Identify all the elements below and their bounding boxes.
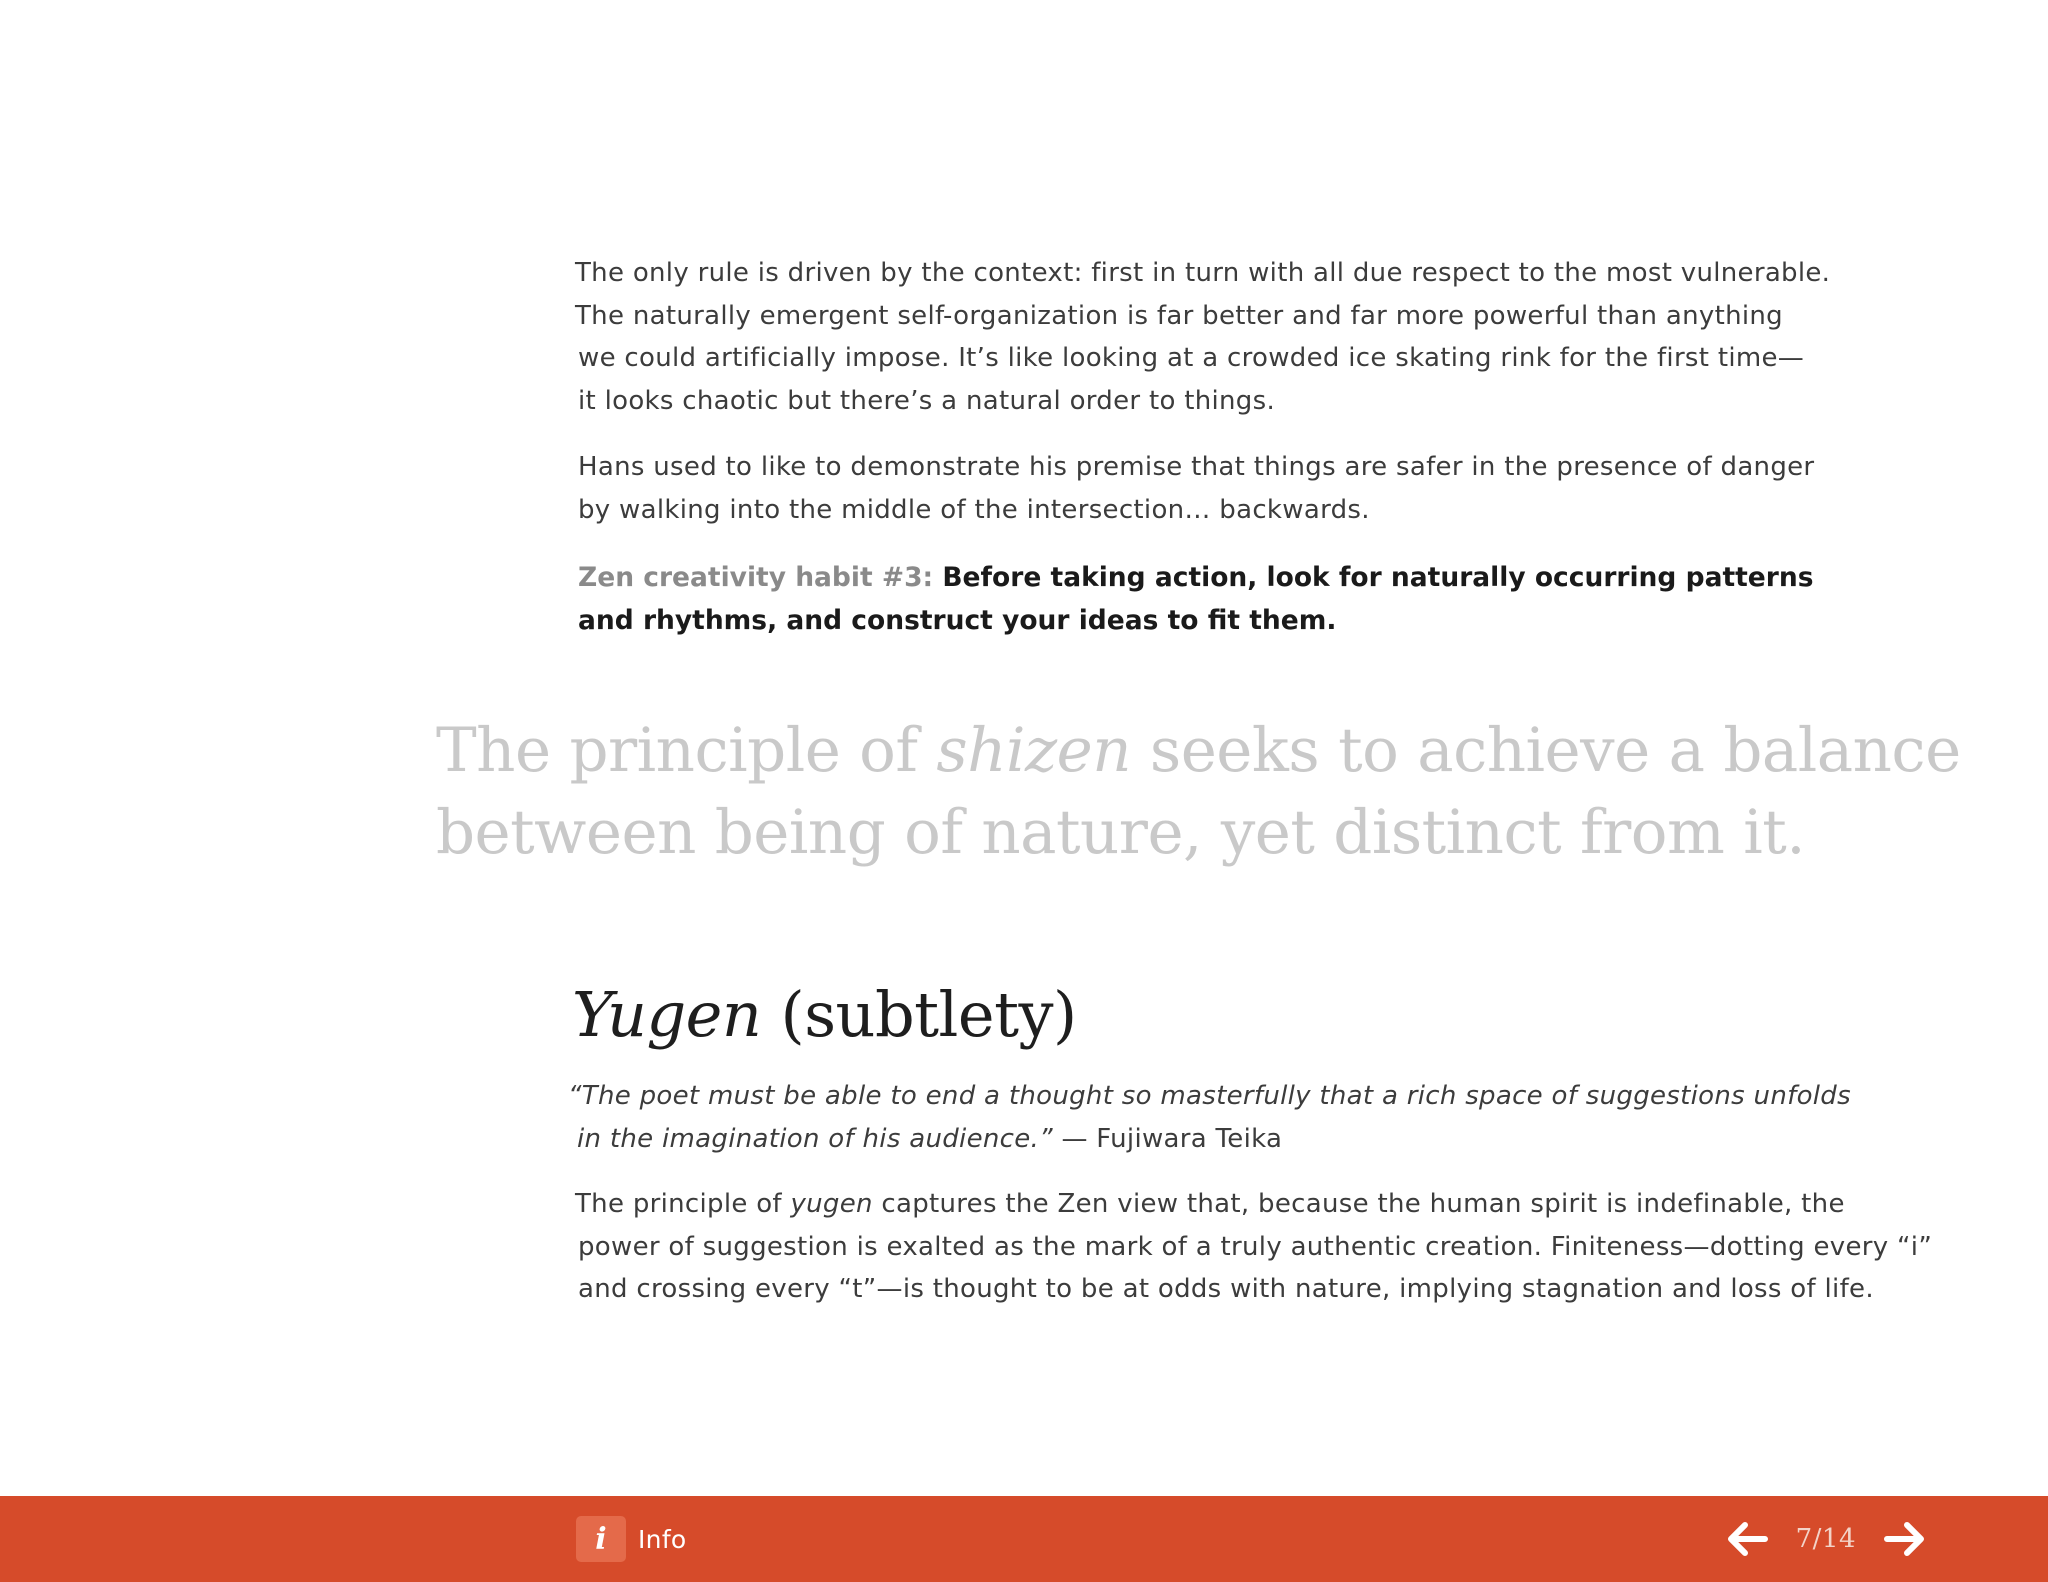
arrow-right-icon[interactable] [1883, 1519, 1927, 1559]
text-line: The only rule is driven by the context: first in turn with all due respect to the most vulnerable. [575, 258, 1831, 288]
creativity-habit [578, 556, 1813, 642]
text-line: power of suggestion is exalted as the mark of a truly authentic creation. Finiteness—dotting every “i” [578, 1231, 1933, 1262]
quote-attribution: — Fujiwara Teika [1052, 1124, 1283, 1154]
info-label[interactable]: Info [638, 1524, 687, 1554]
habit-text: Before taking action, look for naturally occurring patterns [942, 562, 1814, 593]
footer-bar [0, 1496, 2048, 1582]
pull-quote [436, 710, 1961, 874]
pull-quote-text: The principle of [436, 715, 937, 786]
info-button[interactable] [576, 1514, 687, 1564]
page-indicator: 7/14 [1795, 1524, 1856, 1554]
section-heading [572, 972, 1077, 1058]
quote-text: “The poet must be able to end a thought so masterfully that a rich space of suggestions unfolds [568, 1081, 1851, 1111]
text-line: captures the Zen view that, because the human spirit is indefinable, the [872, 1189, 1845, 1219]
previous-page-button[interactable] [1724, 1516, 1770, 1562]
section-heading-term: Yugen [572, 978, 762, 1051]
section-heading-translation: (subtlety) [761, 978, 1077, 1051]
paragraph-hans [578, 446, 1908, 531]
arrow-left-icon[interactable] [1725, 1519, 1769, 1559]
page-navigation [1724, 1514, 1928, 1564]
info-icon[interactable]: i [576, 1516, 626, 1562]
pull-quote-text: between being of nature, yet distinct from it. [436, 797, 1806, 868]
pull-quote-emphasis: shizen [936, 715, 1132, 786]
paragraph-yugen [575, 1183, 1933, 1311]
term-emphasis: yugen [790, 1189, 873, 1219]
text-line: by walking into the middle of the intersection… backwards. [578, 494, 1370, 525]
habit-text-continued: and rhythms, and construct your ideas to fit them. [578, 605, 1337, 636]
pull-quote-text: seeks to achieve a balance [1131, 715, 1961, 786]
text-line: we could artificially impose. It’s like looking at a crowded ice skating rink for the first time— [578, 343, 1805, 373]
text-line: it looks chaotic but there’s a natural order to things. [578, 385, 1276, 416]
text-line: The principle of [575, 1189, 791, 1219]
habit-label: Zen creativity habit #3: [578, 562, 934, 593]
text-line: Hans used to like to demonstrate his premise that things are safer in the presence of danger [578, 452, 1815, 482]
paragraph-context-rule [575, 252, 1905, 422]
text-line: The naturally emergent self-organization is far better and far more powerful than anything [575, 300, 1783, 331]
quote-text: in the imagination of his audience.” [577, 1124, 1053, 1154]
text-line: and crossing every “t”—is thought to be at odds with nature, implying stagnation and loss of life. [578, 1274, 1874, 1304]
next-page-button[interactable] [1882, 1516, 1928, 1562]
epigraph-quote [568, 1075, 1851, 1161]
